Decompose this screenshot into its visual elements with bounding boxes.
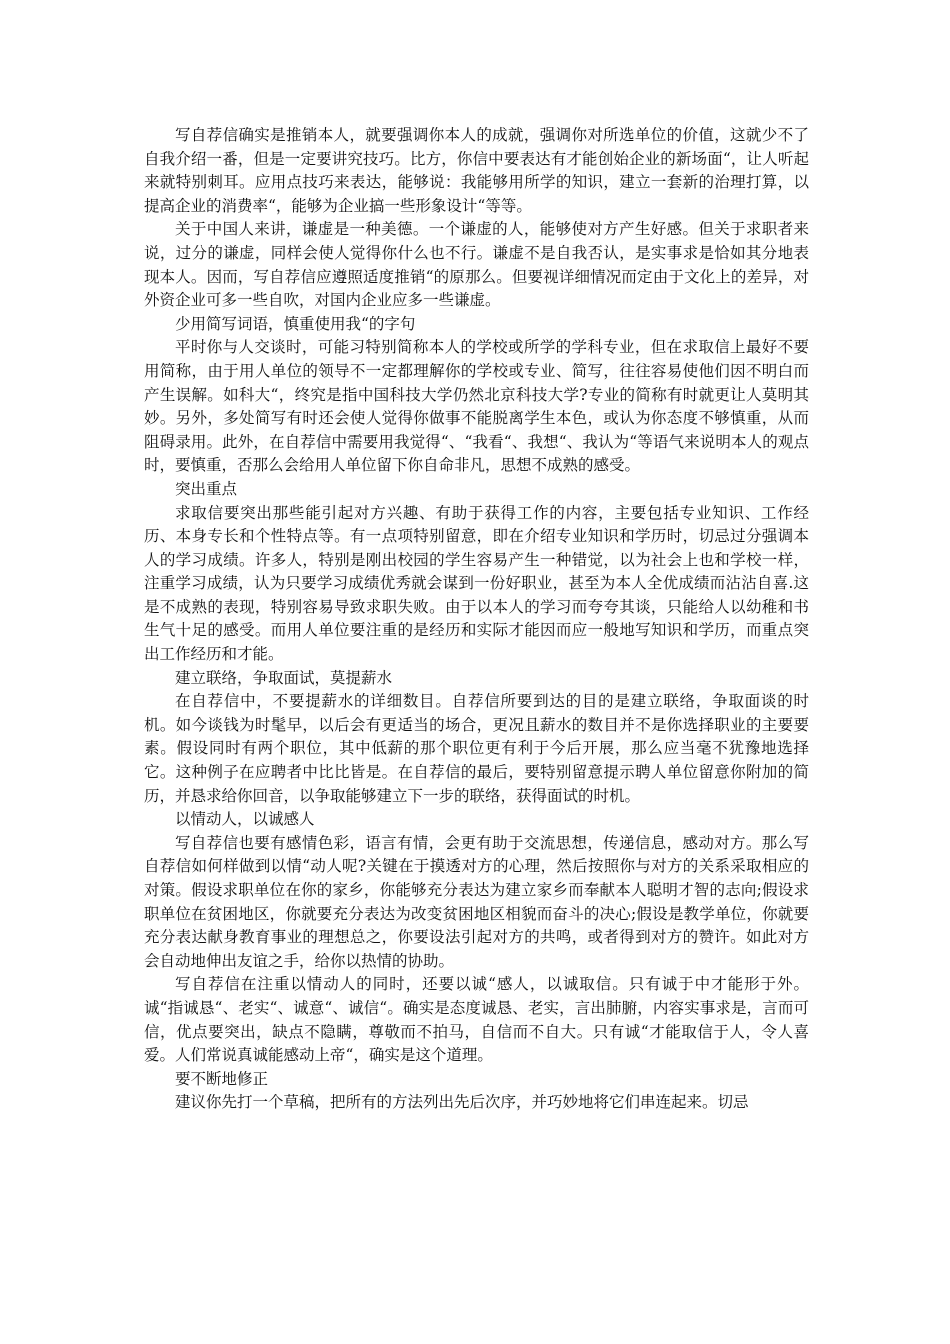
paragraph-revising: 建议你先打一个草稿，把所有的方法列出先后次序，并巧妙地将它们串连起来。切忌 [175,1093,749,1112]
heading-highlight-key-points: 突出重点 [175,479,238,498]
heading-emotion-sincerity: 以情动人，以诚感人 [175,810,315,829]
paragraph-salary: 在自荐信中，不要提薪水的详细数目。自荐信所要到达的目的是建立联络，争取面谈的时机。如今谈钱为时髦早，以后会有更适当的场合，更况且薪水的数目并不是你选择职业的主要要素。假设同时有两个职位，其中低薪的那个职位更有利于今后开展，那么应当毫不犹豫地选择它。这种例子在应聘者中比比皆是。在自荐信的最后，要特别留意提示聘人单位留意你附加的简历，并恳求给你回音，以争取能够建立下一步的联络，获得面试的时机。 [144,692,809,805]
heading-keep-revising: 要不断地修正 [175,1069,269,1088]
paragraph-self-promotion: 写自荐信确实是推销本人，就要强调你本人的成就，强调你对所选单位的价值，这就少不了自我介绍一番，但是一定要讲究技巧。比方，你信中要表达有才能创始企业的新场面“，让人听起来就特别刺耳。应用点技巧来表达，能够说：我能够用所学的知识，建立一套新的治理打算，以提高企业的消费率“，能够为企业搞一些形象设计“等等。 [144,126,809,215]
paragraph-abbreviations: 平时你与人交谈时，可能习特别简称本人的学校或所学的学科专业，但在求取信上最好不要用简称，由于用人单位的领导不一定都理解你的学校或专业、简写，往往容易使他们因不明白而产生误解。如科大“，终究是指中国科技大学仍然北京科技大学?专业的简称有时就更让人莫明其妙。另外，多处简写有时还会使人觉得你做事不能脱离学生本色，或认为你态度不够慎重，从而阻碍录用。此外，在自荐信中需要用我觉得“、“我看“、我想“、我认为“等语气来说明本人的观点时，要慎重，否那么会给用人单位留下你自命非凡，思想不成熟的感受。 [144,338,809,475]
heading-avoid-abbreviations: 少用简写词语，慎重使用我“的字句 [175,314,416,333]
paragraph-sincerity: 写自荐信在注重以情动人的同时，还要以诚“感人，以诚取信。只有诚于中才能形于外。诚“指诚恳“、老实“、诚意“、诚信“。确实是态度诚恳、老实，言出肺腑，内容实事求是，言而可信，优点要突出，缺点不隐瞒，尊敬而不拍马，自信而不自大。只有诚“才能取信于人，令人喜爱。人们常说真诚能感动上帝“，确实是这个道理。 [144,975,809,1065]
paragraph-key-points: 求取信要突出那些能引起对方兴趣、有助于获得工作的内容，主要包括专业知识、工作经历、本身专长和个性特点等。有一点项特别留意，即在介绍专业知识和学历时，切忌过分强调本人的学习成绩。许多人，特别是刚出校园的学生容易产生一种错觉，以为社会上也和学校一样，注重学习成绩，认为只要学习成绩优秀就会谋到一份好职业，甚至为本人全优成绩而沾沾自喜.这是不成熟的表现，特别容易导致求职失败。由于以本人的学习而夸夸其谈，只能给人以幼稚和书生气十足的感受。而用人单位要注重的是经历和实际才能因而应一般地写知识和学历，而重点突出工作经历和才能。 [144,503,809,664]
paragraph-emotion: 写自荐信也要有感情色彩，语言有情，会更有助于交流思想，传递信息，感动对方。那么写自荐信如何样做到以情“动人呢?关键在于摸透对方的心理，然后按照你与对方的关系采取相应的对策。假设求职单位在你的家乡，你能够充分表达为建立家乡而奉献本人聪明才智的志向;假设求职单位在贫困地区，你就要充分表达为改变贫困地区相貌而奋斗的决心;假设是教学单位，你就要充分表达献身教育事业的理想总之，你要设法引起对方的共鸣，或者得到对方的赞许。如此对方会自动地伸出友谊之手，给你以热情的协助。 [144,833,809,970]
document-page [144,124,809,1115]
heading-contact-interview-salary: 建立联络，争取面试，莫提薪水 [175,668,393,687]
paragraph-modesty: 关于中国人来讲，谦虚是一种美德。一个谦虚的人，能够使对方产生好感。但关于求职者来说，过分的谦虚，同样会使人觉得你什么也不行。谦虚不是自我否认，是实事求是恰如其分地表现本人。因而，写自荐信应遵照适度推销“的原那么。但要视详细情况而定由于文化上的差异，对外资企业可多一些自吹，对国内企业应多一些谦虚。 [144,220,809,310]
